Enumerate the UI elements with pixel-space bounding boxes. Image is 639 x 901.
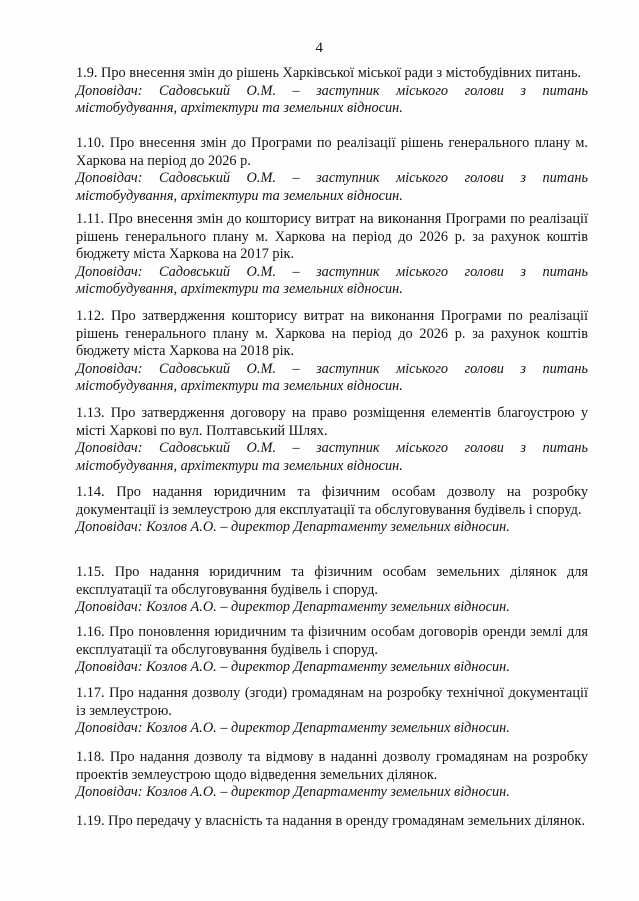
agenda-item-speaker: Доповідач: Козлов А.О. – директор Департаменту земельних відносин. (76, 784, 510, 800)
agenda-item-heading: 1.15. Про надання юридичним та фізичним особам земельних ділянок для експлуатації та обслуговування будівель і споруд. (76, 564, 588, 598)
agenda-item-speaker: Доповідач: Козлов А.О. – директор Департаменту земельних відносин. (76, 720, 510, 736)
agenda-item-speaker: Доповідач: Садовський О.М. – заступник міського голови з питань містобудування, архітектури та земельних відносин. (76, 360, 588, 394)
agenda-item-1-16 (76, 624, 588, 677)
agenda-item-speaker: Доповідач: Садовський О.М. – заступник міського голови з питань містобудування, архітектури та земельних відносин. (76, 263, 588, 297)
agenda-item-heading: 1.12. Про затвердження кошторису витрат на виконання Програми по реалізації рішень генерального плану м. Харкова на період до 2026 р. за рахунок коштів бюджету міста Харкова на 2018 рік. (76, 308, 588, 359)
agenda-item-speaker: Доповідач: Козлов А.О. – директор Департаменту земельних відносин. (76, 519, 510, 535)
agenda-item-heading: 1.10. Про внесення змін до Програми по реалізації рішень генерального плану м. Харкова на період до 2026 р. (76, 135, 588, 169)
agenda-item-speaker: Доповідач: Козлов А.О. – директор Департаменту земельних відносин. (76, 599, 510, 615)
agenda-item-1-10 (76, 135, 588, 205)
agenda-item-speaker: Доповідач: Садовський О.М. – заступник міського голови з питань містобудування, архітектури та земельних відносин. (76, 440, 588, 474)
agenda-item-1-19 (76, 813, 588, 831)
agenda-item-1-9 (76, 65, 588, 118)
agenda-item-1-17 (76, 685, 588, 738)
agenda-item-heading: 1.19. Про передачу у власність та надання в оренду громадянам земельних ділянок. (76, 813, 586, 829)
agenda-item-heading: 1.17. Про надання дозволу (згоди) громадянам на розробку технічної документації із землеустрою. (76, 685, 588, 719)
agenda-item-speaker: Доповідач: Садовський О.М. – заступник міського голови з питань містобудування, архітектури та земельних відносин. (76, 82, 588, 116)
agenda-item-heading: 1.13. Про затвердження договору на право розміщення елементів благоустрою у місті Харкові по вул. Полтавський Шлях. (76, 405, 588, 439)
agenda-item-heading: 1.16. Про поновлення юридичним та фізичним особам договорів оренди землі для експлуатації та обслуговування будівель і споруд. (76, 624, 588, 658)
agenda-item-1-11 (76, 211, 588, 299)
agenda-item-1-18 (76, 749, 588, 802)
agenda-item-1-14 (76, 484, 588, 537)
agenda-item-speaker: Доповідач: Козлов А.О. – директор Департаменту земельних відносин. (76, 659, 510, 675)
agenda-item-1-13 (76, 405, 588, 475)
agenda-item-heading: 1.18. Про надання дозволу та відмову в наданні дозволу громадянам на розробку проектів землеустрою щодо відведення земельних ділянок. (76, 749, 588, 783)
agenda-item-heading: 1.11. Про внесення змін до кошторису витрат на виконання Програми по реалізації рішень генерального плану м. Харкова на період до 2026 р. за рахунок коштів бюджету міста Харкова на 2017 рік. (76, 211, 588, 262)
agenda-item-1-15 (76, 564, 588, 617)
agenda-item-heading: 1.9. Про внесення змін до рішень Харківської міської ради з містобудівних питань. (76, 65, 582, 81)
agenda-item-speaker: Доповідач: Садовський О.М. – заступник міського голови з питань містобудування, архітектури та земельних відносин. (76, 170, 588, 204)
agenda-item-1-12 (76, 308, 588, 396)
agenda-item-heading: 1.14. Про надання юридичним та фізичним особам дозволу на розробку документації із землеустрою для експлуатації та обслуговування будівель і споруд. (76, 484, 588, 518)
page-number: 4 (315, 40, 324, 56)
